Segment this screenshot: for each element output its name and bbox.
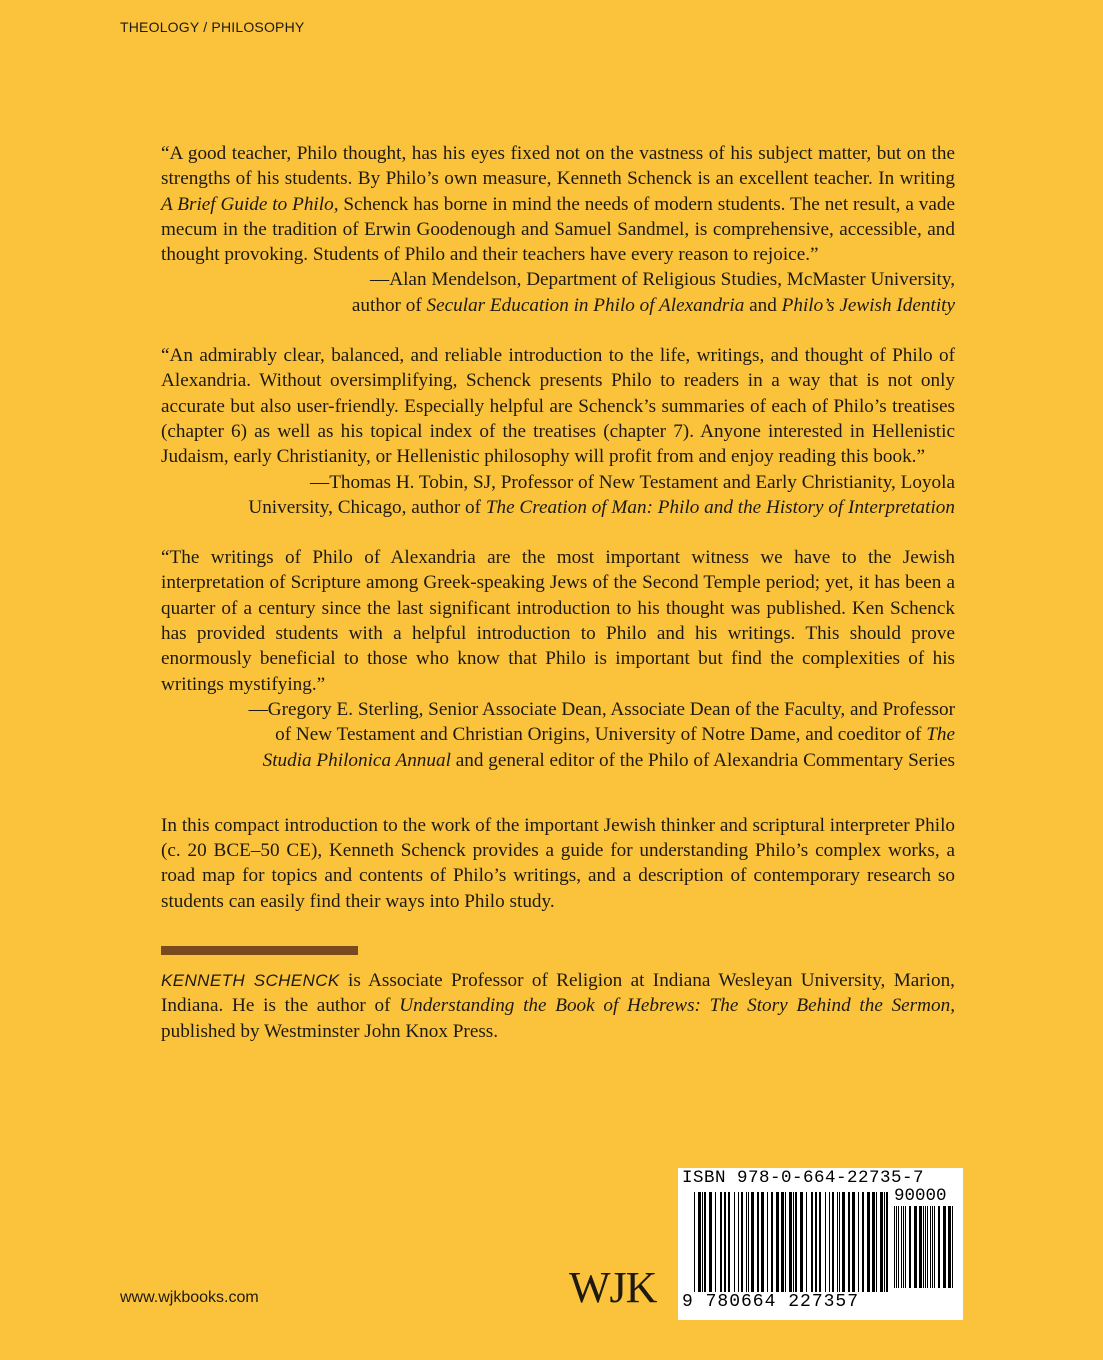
barcode-bar [925,1206,926,1288]
blurb-quote: “An admirably clear, balanced, and reliable introduction to the life, writings, and thought of Philo of Alexandria. Without oversimplifying, Schenck presents Philo to readers in a way that is not only accurate but also user-friendly. Especially helpful are Schenck’s summaries of each of Philo’s treatises (chapter 6) as well as his topical index of the treatises (chapter 7). Anyone interested in Hellenistic Judaism, early Christianity, or Hellenistic philosophy will profit from and enjoy reading this book.” [161,345,955,468]
barcode-bar [720,1192,722,1292]
blurb-quote: “The writings of Philo of Alexandria are the most important witness we have to the Jewish interpretation of Scripture among Greek-speaking Jews of the Second Temple period; yet, it has been a quarter of a century since the last significant introduction to his thought was published. Ken Schenck has provided students with a helpful introduction to Philo and his writings. This should prove enormously beneficial to those who know that Philo is important but find the complexities of his writings mystifying.” [161,547,955,695]
barcode-bar [848,1192,850,1292]
barcode-bar [811,1192,813,1292]
attribution-line: —Gregory E. Sterling, Senior Associate Dean, Associate Dean of the Faculty, and Professor [248,698,955,720]
blurb-quote [161,141,955,267]
barcode-bar [825,1192,826,1292]
barcode-bar [876,1192,877,1292]
barcode-bar [927,1206,928,1288]
blurb-attribution [161,697,955,773]
attribution-line: —Alan Mendelson, Department of Religious Studies, McMaster University, [370,269,955,291]
barcode-bar [886,1192,888,1292]
barcode-bar [952,1206,953,1288]
book-title: Understanding the Book of Hebrews: The Story Behind the Sermon, [399,995,955,1017]
barcode-bar [930,1206,931,1288]
barcode-bar [852,1192,855,1292]
barcode-bar [948,1206,951,1288]
barcode-bar [724,1192,726,1292]
barcode-bar [905,1206,906,1288]
barcode-bar [867,1192,870,1292]
publisher-logo: WJK [569,1263,657,1312]
bio-text: published by Westminster John Knox Press. [161,1020,499,1042]
barcode-bar [746,1192,747,1292]
barcode-bar [795,1192,797,1292]
book-description: In this compact introduction to the work of the important Jewish thinker and scriptural interpreter Philo (c. 20 BCE–50 CE), Kenneth Schenck provides a guide for understanding Philo’s complex works, a road map for topics and contents of Philo’s writings, and a description of contemporary research so students can easily find their ways into Philo study. [161,814,955,912]
back-cover-text [161,141,955,1044]
attribution-text: University, Chicago, author of [248,496,486,518]
barcode-bar [837,1192,838,1292]
barcode-bar [800,1192,803,1292]
divider-rule [161,946,358,955]
blurb-1 [161,141,955,318]
barcode-bar [909,1206,911,1288]
barcode-bar [734,1192,735,1292]
barcode-bar [709,1192,712,1292]
barcode-bar [728,1192,730,1292]
barcode-bar [872,1192,875,1292]
blurb-attribution [161,470,955,521]
blurb-3 [161,545,955,773]
barcode-bar [815,1192,817,1292]
publisher-website: www.wjkbooks.com [120,1289,259,1306]
blurb-2 [161,343,955,520]
category-label: THEOLOGY / PHILOSOPHY [120,19,305,35]
barcode-bar [919,1206,922,1288]
barcode-bar [832,1192,834,1292]
barcode-bar [880,1192,883,1292]
attribution-line: —Thomas H. Tobin, SJ, Professor of New Testament and Early Christianity, Loyola [310,471,955,493]
barcode-bar [793,1192,794,1292]
barcode-bar [858,1192,859,1292]
quote-text: “A good teacher, Philo thought, has his eyes fixed not on the vastness of his subject matter, but on the strengths of his students. By Philo’s own measure, Kenneth Schenck is an excellent teacher. In writing [161,143,955,190]
barcode-bar [819,1192,821,1292]
bio-text: is Associate Professor of Religion at Indiana Wesleyan University, Marion, Indiana. He is the author of [161,970,955,1017]
barcode-bar [829,1192,830,1292]
barcode-bar [767,1192,768,1292]
barcode-bar [943,1206,946,1288]
barcode-bar [748,1192,749,1292]
barcode-bar [715,1192,716,1292]
barcode-bar [938,1206,940,1288]
book-title: The Creation of Man: Philo and the History of Interpretation [485,496,955,518]
barcode-bar [806,1192,807,1292]
barcode-bar [842,1192,845,1292]
attribution-text: and general editor of the Philo of Alexandria Commentary Series [450,749,955,771]
book-title: The [926,724,955,746]
barcode-bar [761,1192,764,1292]
barcode-bar [741,1192,743,1292]
barcode-bar [757,1192,759,1292]
barcode-bar [789,1192,792,1292]
barcode-bar [771,1192,773,1292]
quote-text: Schenck has borne in mind the needs of modern students. The net result, a vade mecum in the tradition of Erwin Goodenough and Samuel Sandmel, is comprehensive, accessible, and thought provoking. Students of Philo and their teachers have every reason to rejoice.” [161,193,955,266]
barcode-bar [862,1192,864,1292]
barcode-bar [898,1206,899,1288]
barcode-bar [934,1206,935,1288]
barcode-bar [702,1192,703,1292]
book-title: Studia Philonica Annual [262,749,451,771]
attribution-text: and [744,294,782,316]
book-title: Secular Education in Philo of Alexandria [426,294,745,316]
barcode-bar [903,1206,904,1288]
price-code: 90000 [894,1186,947,1206]
barcode-bar [781,1192,784,1292]
attribution-text: author of [351,294,427,316]
barcode-bar [932,1206,933,1288]
barcode-bar [738,1192,739,1292]
barcode-bar [884,1192,885,1292]
ean-digits: 9 780664 227357 [682,1292,860,1312]
barcode-addon-bars [894,1206,956,1288]
isbn-label: ISBN 978-0-664-22735-7 [682,1168,925,1188]
book-title: A Brief Guide to Philo, [161,193,339,215]
barcode-bar [698,1192,701,1292]
barcode-bar [914,1206,917,1288]
author-name: KENNETH SCHENCK [161,971,340,991]
barcode-bar [901,1206,902,1288]
book-title: Philo’s Jewish Identity [781,294,955,316]
barcode-bar [839,1192,840,1292]
blurb-attribution [161,267,955,318]
barcode-bar [785,1192,786,1292]
barcode-bar [694,1192,695,1292]
barcode-bar [776,1192,779,1292]
barcode-main-bars [694,1192,890,1292]
barcode-bar [704,1192,706,1292]
barcode-bar [896,1206,897,1288]
barcode-bar [751,1192,754,1292]
attribution-text: of New Testament and Christian Origins, University of Notre Dame, and coeditor of [275,724,927,746]
barcode-bar [923,1206,924,1288]
author-bio [161,968,955,1044]
barcode-bar [894,1206,895,1288]
